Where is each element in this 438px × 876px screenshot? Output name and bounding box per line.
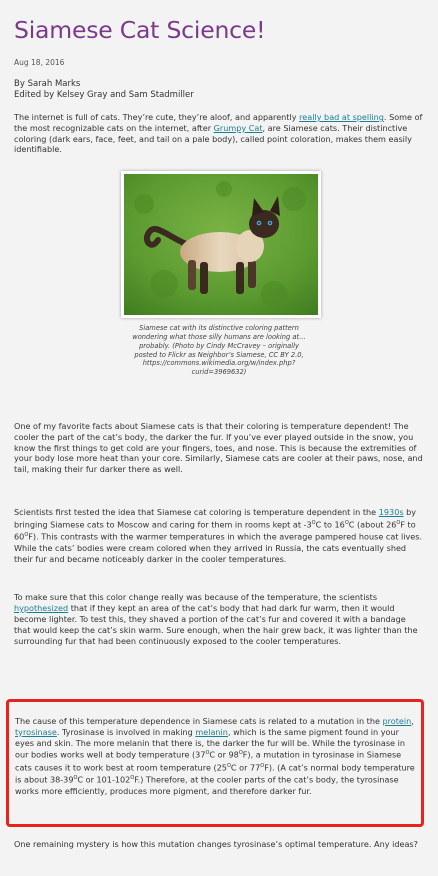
degree-sup: O: [24, 532, 29, 539]
cat-illustration: [124, 174, 318, 315]
paragraph-temperature-dependent: One of my favorite facts about Siamese cats is that their coloring is temperature dependent! The cooler the part of the cat’s body, the darker the fur. If you’ve ever played outside in the snow, you know the first things to get cold are your fingers, toes, and nose. This is because the extremities of your body lose more heat than your core. Similarly, Siamese cats are cooler at their paws, nose, and tail, making their fur darker there as well.: [14, 420, 423, 475]
degree-sup: O: [311, 519, 316, 526]
degree-sup: O: [226, 762, 231, 769]
degree-sup: O: [238, 750, 243, 757]
paragraph-1930s-experiment: Scientists first tested the idea that Siamese cat coloring is temperature dependent in the 1930s by bringing Siamese cats to Moscow and caring for them in rooms kept at $-3^OC$ to $16^OC$ (about $26^OF$ to $60^OF$). This contrasts with the warmer temperatures in which the average pampered house cat lives. While the cats’ bodies were cream colored when they arrived in Russia, the cats eventually shed their fur and became noticeably darker in the cooler temperatures.: [14, 506, 423, 564]
figure: [121, 171, 317, 377]
link-hypothesized[interactable]: hypothesized: [14, 603, 69, 614]
link-bad-at-spelling[interactable]: really bad at spelling: [299, 112, 384, 122]
degree-sup: O: [344, 519, 349, 526]
degree-sup: O: [260, 762, 265, 769]
intro-paragraph: The internet is full of cats. They’re cute, they’re aloof, and apparently really bad at spelling. Some of the most recognizable cats on the internet, after Grumpy Cat, are Siamese cats. Their distinctive coloring (dark ears, face, feet, and tail on a pale body), called point coloration, makes them easily identifiable.: [14, 112, 423, 155]
byline: [14, 79, 424, 101]
link-grumpy-cat[interactable]: Grumpy Cat: [213, 122, 263, 133]
highlighted-paragraph-box: [6, 699, 424, 827]
siamese-cat-photo: [121, 171, 321, 318]
link-protein[interactable]: protein: [382, 716, 412, 726]
editors: Edited by Kelsey Gray and Sam Stadmiller: [14, 90, 194, 100]
publish-date: Aug 18, 2016: [14, 58, 65, 67]
degree-sup: O: [205, 750, 210, 757]
link-melanin[interactable]: melanin: [195, 726, 228, 737]
figure-caption: Siamese cat with its distinctive coloring pattern wondering what those silly humans are looking at… probably. (Photo by Cindy McCravey – originally posted to Flickr as Neighbor’s Siamese, CC BY 2.0, https://commons.wikimedia.org/w/index.php?curid=3969632): [132, 324, 306, 377]
author: By Sarah Marks: [14, 79, 81, 89]
degree-sup: O: [130, 775, 135, 782]
paragraph-tyrosinase-mutation: The cause of this temperature dependence in Siamese cats is related to a mutation in the protein, tyrosinase. Tyrosinase is involved in making melanin, which is the same pigment found in your eyes and skin. The more melanin that there is, the darker the fur will be. While the tyrosinase in our bodies works well at body temperature ($37^OC$ or $98^OF$), a mutation in tyrosinase in Siamese cats causes it to work best at room temperature ($25^OC$ or $77^OF$). (A cat’s normal body temperature is about $38-39^OC$ or $101-102^OF$.) Therefore, at the cooler parts of the cat’s body, the tyrosinase works more efficiently, produces more pigment, and therefore darker fur.: [15, 716, 415, 796]
degree-sup: O: [396, 519, 401, 526]
paragraph-shaved-fur-test: To make sure that this color change really was because of the temperature, the scientists hypothesized that if they kept an area of the cat’s body that had dark fur warm, then it would become lighter. To test this, they shaved a portion of the cat’s fur and covered it with a bandage that would keep the cat’s skin warm. Sure enough, when the hair grew back, it was lighter than the surrounding fur that had been continuously exposed to the cooler temperatures.: [14, 592, 418, 646]
link-tyrosinase[interactable]: tyrosinase: [15, 726, 57, 737]
article-title: Siamese Cat Science!: [14, 16, 266, 44]
degree-sup: O: [73, 775, 78, 782]
paragraph-remaining-mystery: One remaining mystery is how this mutation changes tyrosinase’s optimal temperature. Any ideas?: [14, 839, 418, 849]
link-1930s[interactable]: 1930s: [378, 506, 404, 517]
